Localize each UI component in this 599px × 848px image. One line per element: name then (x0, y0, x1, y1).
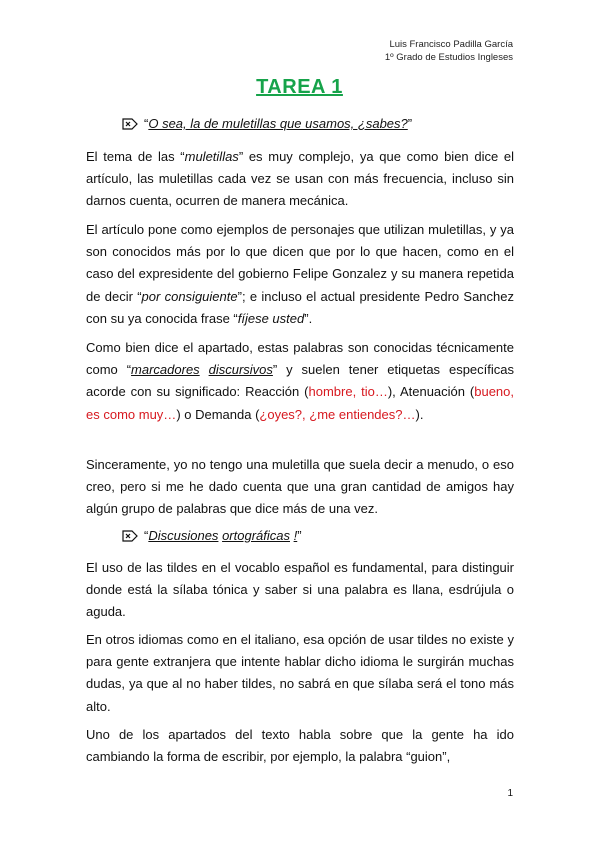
document-title: TAREA 1 (256, 76, 343, 98)
paragraph-1: El tema de las “muletillas” es muy complejo, ya que como bien dice el artículo, las muletillas cada vez se usan con más frecuencia, incluso sin darnos cuenta, ocurren de manera mecánica. (86, 149, 514, 209)
quote-open: “ (144, 116, 149, 131)
paragraph-6: En otros idiomas como en el italiano, esa opción de usar tildes no existe y para gente extranjera que intente hablar dicho idioma le surgirán muchas dudas, ya que al no haber tildes, no sabrá en que sílaba será el tono más alto. (86, 632, 514, 714)
course-name: 1º Grado de Estudios Ingleses (384, 52, 513, 63)
section-heading-2 (122, 528, 302, 543)
heading-1-text: O sea, la de muletillas que usamos, ¿sabes? (148, 116, 408, 131)
term-discursivos: discursivos (208, 362, 273, 378)
quote-por-consiguiente: por consiguiente (141, 288, 238, 304)
author-name: Luis Francisco Padilla García (389, 39, 513, 50)
heading-2-word-2: ortográficas (222, 528, 290, 543)
term-marcadores: marcadores (131, 362, 200, 378)
section-heading-1 (122, 116, 412, 131)
term-muletillas: muletillas (184, 149, 239, 164)
paragraph-5: El uso de las tildes en el vocablo español es fundamental, para distinguir donde está la sílaba tónica y saber si una palabra es llana, esdrújula o aguda. (86, 560, 514, 620)
page-header (385, 38, 513, 64)
paragraph-3: Como bien dice el apartado, estas palabras son conocidas técnicamente como “marcadores discursivos” y suelen tener etiquetas específicas acorde con su significado: Reacción (hombre, tio…), Atenuación (bueno, es como muy…) o Demanda (¿oyes?, ¿me entiendes?…). (86, 340, 514, 422)
example-demanda: ¿oyes?, ¿me entiendes?… (259, 406, 416, 422)
quote-open: “ (144, 528, 149, 543)
paragraph-7: Uno de los apartados del texto habla sobre que la gente ha ido cambiando la forma de escribir, por ejemplo, la palabra “guion”, (86, 727, 514, 765)
paragraph-2: El artículo pone como ejemplos de personajes que utilizan muletillas, y ya son conocidos más por lo que dicen que por lo que hacen, como en el caso del expresidente del gobierno Felipe Gonzalez y su manera repetida de decir “por consiguiente”; e incluso el actual presidente Pedro Sanchez con su ya conocida frase “fíjese usted”. (86, 222, 514, 326)
page-number: 1 (507, 788, 513, 799)
example-reaccion: hombre, tio… (308, 384, 388, 400)
paragraph-4: Sinceramente, yo no tengo una muletilla que suela decir a menudo, o eso creo, pero si me he dado cuenta que una gran cantidad de amigos hay algún grupo de palabras que dice más de una vez. (86, 457, 514, 517)
quote-fijese-usted: fíjese usted (237, 310, 305, 326)
example-atenuacion: bueno, es como muy… (86, 384, 514, 422)
heading-2-end: ! (293, 528, 298, 543)
quote-close: ” (297, 528, 302, 543)
quote-close: ” (407, 116, 413, 131)
arrow-icon (122, 530, 138, 542)
arrow-icon (122, 118, 138, 130)
heading-2-word-1: Discusiones (148, 528, 219, 543)
